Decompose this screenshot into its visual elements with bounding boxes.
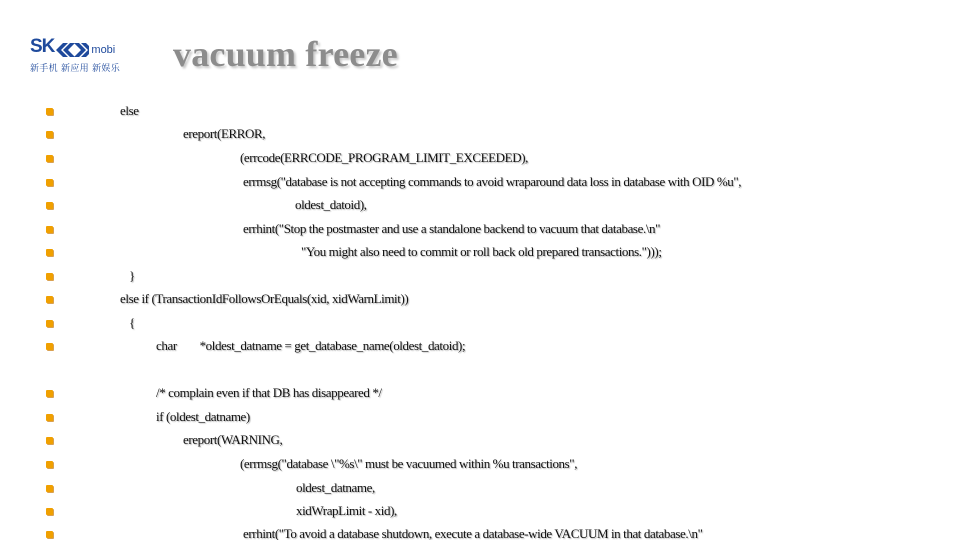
code-line: errhint("To avoid a database shutdown, execute a database-wide VACUUM in that database.\n" [243, 526, 703, 540]
list-item [0, 126, 960, 146]
code-line: char *oldest_datname = get_database_name(oldest_datoid); [156, 338, 466, 353]
code-line: /* complain even if that DB has disappeared */ [156, 385, 382, 400]
list-item [0, 409, 960, 429]
bullet-icon [46, 485, 53, 492]
code-line: oldest_datoid), [295, 197, 367, 212]
code-line: { [129, 315, 135, 330]
code-line: ereport(ERROR, [183, 126, 266, 141]
bullet-icon [46, 296, 53, 303]
code-line: } [129, 268, 135, 283]
list-item [0, 268, 960, 288]
list-item [0, 174, 960, 194]
bullet-icon [46, 437, 53, 444]
logo-mobi-text: mobi [91, 44, 116, 56]
code-line: errhint("Stop the postmaster and use a standalone backend to vacuum that database.\n" [243, 221, 661, 236]
logo-brand-text: SK [30, 36, 55, 57]
list-item [0, 150, 960, 170]
code-line: "You might also need to commit or roll back old prepared transactions."))); [301, 244, 662, 259]
code-line: (errcode(ERRCODE_PROGRAM_LIMIT_EXCEEDED), [240, 150, 528, 165]
list-item [0, 338, 960, 358]
bullet-icon [46, 461, 53, 468]
bullet-icon [46, 273, 53, 280]
bullet-icon [46, 155, 53, 162]
list-item [0, 526, 960, 540]
code-line: xidWrapLimit - xid), [296, 503, 397, 518]
bullet-icon [46, 249, 53, 256]
list-item [0, 103, 960, 123]
list-item [0, 432, 960, 452]
code-line: errmsg("database is not accepting commands to avoid wraparound data loss in database with OID %u", [243, 174, 742, 189]
list-item [0, 221, 960, 241]
slide-title: vacuum freeze [173, 34, 398, 74]
code-line: (errmsg("database \"%s\" must be vacuumed within %u transactions", [240, 456, 578, 471]
logo-tagline: 新手机 新应用 新娱乐 [30, 64, 121, 74]
bullet-icon [46, 343, 53, 350]
code-line: if (oldest_datname) [156, 409, 250, 424]
bullet-icon [46, 179, 53, 186]
code-line: else [120, 103, 139, 118]
bullet-icon [46, 226, 53, 233]
bullet-icon [46, 508, 53, 515]
list-item [0, 291, 960, 311]
list-item [0, 244, 960, 264]
code-line: else if (TransactionIdFollowsOrEquals(xid, xidWarnLimit)) [120, 291, 409, 306]
code-line: ereport(WARNING, [183, 432, 283, 447]
bullet-icon [46, 131, 53, 138]
bullet-icon [46, 531, 53, 538]
list-item [0, 456, 960, 476]
bullet-icon [46, 390, 53, 397]
bullet-icon [46, 202, 53, 209]
bullet-icon [46, 414, 53, 421]
code-line: oldest_datname, [296, 480, 375, 495]
bullet-icon [46, 108, 53, 115]
list-item [0, 480, 960, 500]
list-item [0, 315, 960, 335]
list-item [0, 503, 960, 523]
list-item [0, 197, 960, 217]
list-item [0, 385, 960, 405]
bullet-icon [46, 320, 53, 327]
